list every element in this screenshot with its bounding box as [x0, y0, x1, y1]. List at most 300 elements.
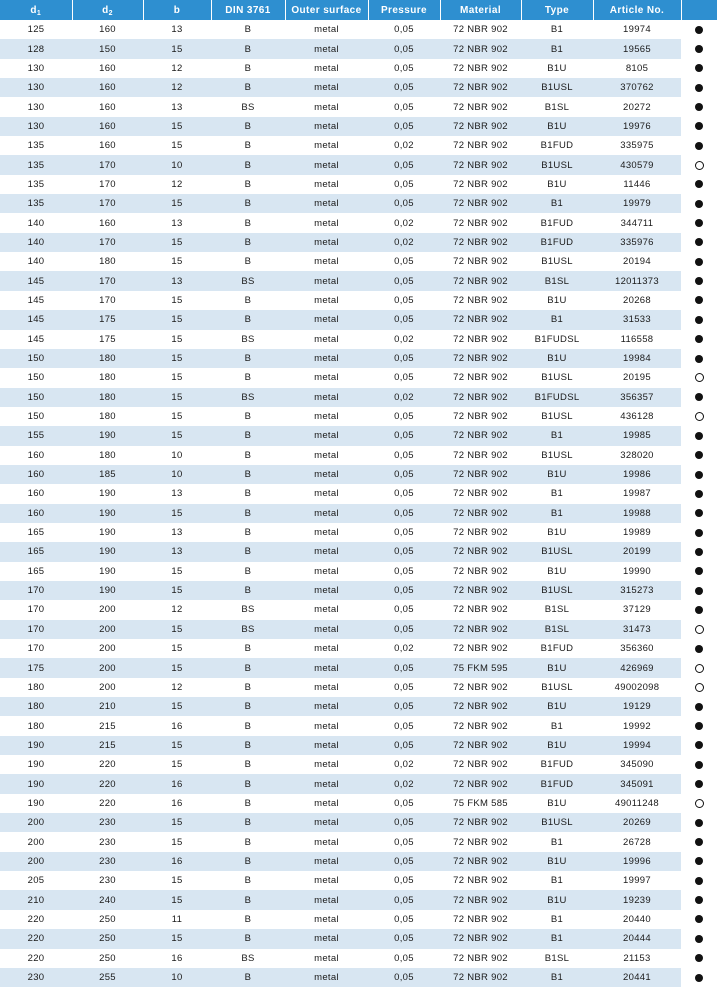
cell-type: B1U	[521, 658, 593, 677]
cell-pressure: 0,05	[368, 890, 440, 909]
table-row	[0, 407, 717, 426]
cell-outer-surface: metal	[285, 446, 368, 465]
table-row	[0, 600, 717, 619]
column-header-d1-sub: 1	[36, 9, 42, 17]
cell-b: 15	[143, 736, 211, 755]
cell-b: 15	[143, 929, 211, 948]
cell-d2: 150	[72, 39, 143, 58]
circle-filled-icon	[695, 45, 703, 53]
cell-d1: 200	[0, 852, 72, 871]
cell-material: 72 NBR 902	[440, 523, 521, 542]
cell-material: 72 NBR 902	[440, 968, 521, 987]
cell-b: 16	[143, 794, 211, 813]
table-row	[0, 523, 717, 542]
cell-d2: 175	[72, 310, 143, 329]
cell-type: B1FUD	[521, 755, 593, 774]
cell-material: 72 NBR 902	[440, 910, 521, 929]
cell-outer-surface: metal	[285, 774, 368, 793]
cell-b: 11	[143, 910, 211, 929]
cell-article-no: 344711	[593, 213, 681, 232]
circle-filled-icon	[695, 335, 703, 343]
cell-stock-indicator	[681, 736, 717, 755]
cell-type: B1	[521, 504, 593, 523]
cell-pressure: 0,05	[368, 813, 440, 832]
cell-d2: 220	[72, 755, 143, 774]
cell-d2: 180	[72, 407, 143, 426]
cell-b: 15	[143, 871, 211, 890]
cell-din: B	[211, 155, 285, 174]
column-header-stock	[681, 0, 717, 20]
cell-type: B1SL	[521, 949, 593, 968]
cell-type: B1USL	[521, 252, 593, 271]
cell-outer-surface: metal	[285, 291, 368, 310]
cell-d1: 145	[0, 310, 72, 329]
circle-filled-icon	[695, 122, 703, 130]
cell-material: 72 NBR 902	[440, 310, 521, 329]
cell-article-no: 436128	[593, 407, 681, 426]
cell-pressure: 0,05	[368, 871, 440, 890]
cell-d2: 240	[72, 890, 143, 909]
cell-material: 72 NBR 902	[440, 852, 521, 871]
circle-filled-icon	[695, 761, 703, 769]
cell-stock-indicator	[681, 600, 717, 619]
cell-material: 72 NBR 902	[440, 194, 521, 213]
cell-material: 72 NBR 902	[440, 20, 521, 39]
cell-outer-surface: metal	[285, 813, 368, 832]
cell-stock-indicator	[681, 194, 717, 213]
cell-type: B1USL	[521, 542, 593, 561]
cell-din: B	[211, 136, 285, 155]
cell-din: BS	[211, 330, 285, 349]
cell-article-no: 19974	[593, 20, 681, 39]
cell-pressure: 0,05	[368, 194, 440, 213]
table-row	[0, 388, 717, 407]
cell-article-no: 19986	[593, 465, 681, 484]
cell-din: B	[211, 426, 285, 445]
cell-din: B	[211, 484, 285, 503]
cell-article-no: 21153	[593, 949, 681, 968]
cell-d2: 185	[72, 465, 143, 484]
cell-stock-indicator	[681, 949, 717, 968]
cell-article-no: 19129	[593, 697, 681, 716]
cell-d1: 180	[0, 678, 72, 697]
circle-filled-icon	[695, 722, 703, 730]
cell-din: BS	[211, 271, 285, 290]
cell-outer-surface: metal	[285, 20, 368, 39]
cell-d2: 190	[72, 523, 143, 542]
cell-article-no: 116558	[593, 330, 681, 349]
cell-d2: 170	[72, 271, 143, 290]
table-row	[0, 271, 717, 290]
table-row	[0, 175, 717, 194]
cell-article-no: 19979	[593, 194, 681, 213]
cell-type: B1U	[521, 349, 593, 368]
cell-outer-surface: metal	[285, 310, 368, 329]
cell-d2: 230	[72, 813, 143, 832]
cell-d1: 165	[0, 523, 72, 542]
cell-d1: 220	[0, 929, 72, 948]
cell-article-no: 345091	[593, 774, 681, 793]
cell-d1: 170	[0, 620, 72, 639]
cell-din: B	[211, 349, 285, 368]
table-row	[0, 755, 717, 774]
cell-type: B1SL	[521, 97, 593, 116]
cell-d1: 190	[0, 755, 72, 774]
table-row	[0, 968, 717, 987]
cell-material: 72 NBR 902	[440, 949, 521, 968]
table-row	[0, 581, 717, 600]
cell-material: 72 NBR 902	[440, 774, 521, 793]
cell-material: 72 NBR 902	[440, 465, 521, 484]
cell-pressure: 0,05	[368, 78, 440, 97]
cell-stock-indicator	[681, 349, 717, 368]
cell-article-no: 12011373	[593, 271, 681, 290]
cell-stock-indicator	[681, 504, 717, 523]
cell-material: 72 NBR 902	[440, 368, 521, 387]
cell-b: 16	[143, 716, 211, 735]
cell-material: 72 NBR 902	[440, 233, 521, 252]
circle-filled-icon	[695, 529, 703, 537]
cell-pressure: 0,05	[368, 310, 440, 329]
cell-din: B	[211, 716, 285, 735]
cell-b: 16	[143, 774, 211, 793]
cell-d2: 170	[72, 233, 143, 252]
circle-filled-icon	[695, 741, 703, 749]
cell-outer-surface: metal	[285, 39, 368, 58]
cell-stock-indicator	[681, 136, 717, 155]
cell-outer-surface: metal	[285, 97, 368, 116]
cell-din: B	[211, 678, 285, 697]
cell-b: 15	[143, 581, 211, 600]
cell-d2: 230	[72, 871, 143, 890]
cell-d2: 250	[72, 910, 143, 929]
cell-b: 10	[143, 968, 211, 987]
cell-pressure: 0,05	[368, 716, 440, 735]
cell-b: 15	[143, 813, 211, 832]
circle-outline-icon	[695, 412, 704, 421]
cell-d2: 170	[72, 291, 143, 310]
cell-d2: 160	[72, 213, 143, 232]
cell-outer-surface: metal	[285, 910, 368, 929]
cell-stock-indicator	[681, 620, 717, 639]
cell-type: B1U	[521, 117, 593, 136]
cell-stock-indicator	[681, 252, 717, 271]
cell-outer-surface: metal	[285, 794, 368, 813]
cell-outer-surface: metal	[285, 871, 368, 890]
cell-b: 15	[143, 562, 211, 581]
cell-b: 15	[143, 117, 211, 136]
cell-material: 72 NBR 902	[440, 175, 521, 194]
cell-stock-indicator	[681, 813, 717, 832]
cell-d2: 190	[72, 581, 143, 600]
cell-b: 13	[143, 523, 211, 542]
cell-stock-indicator	[681, 581, 717, 600]
cell-stock-indicator	[681, 832, 717, 851]
cell-outer-surface: metal	[285, 407, 368, 426]
cell-material: 72 NBR 902	[440, 581, 521, 600]
cell-din: BS	[211, 620, 285, 639]
cell-article-no: 335976	[593, 233, 681, 252]
table-row	[0, 736, 717, 755]
table-row	[0, 59, 717, 78]
cell-outer-surface: metal	[285, 639, 368, 658]
table-row	[0, 136, 717, 155]
cell-type: B1USL	[521, 78, 593, 97]
cell-stock-indicator	[681, 697, 717, 716]
cell-pressure: 0,05	[368, 678, 440, 697]
cell-d1: 160	[0, 504, 72, 523]
cell-b: 15	[143, 310, 211, 329]
circle-filled-icon	[695, 819, 703, 827]
cell-d1: 170	[0, 639, 72, 658]
table-row	[0, 697, 717, 716]
column-header-d2	[72, 0, 143, 20]
cell-outer-surface: metal	[285, 59, 368, 78]
table-row	[0, 890, 717, 909]
cell-din: B	[211, 291, 285, 310]
cell-outer-surface: metal	[285, 233, 368, 252]
circle-outline-icon	[695, 799, 704, 808]
cell-outer-surface: metal	[285, 929, 368, 948]
cell-article-no: 20268	[593, 291, 681, 310]
cell-b: 15	[143, 697, 211, 716]
cell-din: B	[211, 465, 285, 484]
table-row	[0, 871, 717, 890]
column-header-d1	[0, 0, 72, 20]
cell-pressure: 0,05	[368, 697, 440, 716]
cell-d1: 170	[0, 581, 72, 600]
cell-b: 13	[143, 542, 211, 561]
cell-d1: 210	[0, 890, 72, 909]
cell-pressure: 0,05	[368, 910, 440, 929]
cell-d1: 150	[0, 368, 72, 387]
cell-type: B1FUD	[521, 233, 593, 252]
cell-type: B1FUD	[521, 774, 593, 793]
cell-outer-surface: metal	[285, 968, 368, 987]
cell-b: 15	[143, 639, 211, 658]
cell-d1: 160	[0, 484, 72, 503]
circle-filled-icon	[695, 877, 703, 885]
cell-material: 72 NBR 902	[440, 542, 521, 561]
cell-din: B	[211, 639, 285, 658]
cell-article-no: 26728	[593, 832, 681, 851]
cell-d2: 160	[72, 59, 143, 78]
circle-filled-icon	[695, 645, 703, 653]
cell-material: 72 NBR 902	[440, 291, 521, 310]
cell-din: B	[211, 736, 285, 755]
cell-stock-indicator	[681, 890, 717, 909]
cell-stock-indicator	[681, 20, 717, 39]
cell-type: B1U	[521, 175, 593, 194]
cell-din: B	[211, 774, 285, 793]
cell-material: 72 NBR 902	[440, 97, 521, 116]
cell-type: B1	[521, 310, 593, 329]
cell-article-no: 20444	[593, 929, 681, 948]
table-row	[0, 310, 717, 329]
cell-din: B	[211, 852, 285, 871]
cell-article-no: 20194	[593, 252, 681, 271]
cell-b: 12	[143, 678, 211, 697]
cell-pressure: 0,05	[368, 426, 440, 445]
cell-stock-indicator	[681, 213, 717, 232]
cell-type: B1USL	[521, 678, 593, 697]
cell-material: 72 NBR 902	[440, 446, 521, 465]
cell-material: 72 NBR 902	[440, 504, 521, 523]
cell-outer-surface: metal	[285, 678, 368, 697]
cell-din: B	[211, 233, 285, 252]
table-row	[0, 97, 717, 116]
table-row	[0, 929, 717, 948]
cell-outer-surface: metal	[285, 600, 368, 619]
cell-d1: 190	[0, 794, 72, 813]
cell-d1: 125	[0, 20, 72, 39]
cell-outer-surface: metal	[285, 136, 368, 155]
cell-b: 15	[143, 832, 211, 851]
cell-b: 15	[143, 658, 211, 677]
cell-b: 12	[143, 600, 211, 619]
cell-stock-indicator	[681, 871, 717, 890]
circle-outline-icon	[695, 683, 704, 692]
cell-type: B1USL	[521, 407, 593, 426]
cell-d1: 180	[0, 716, 72, 735]
cell-d2: 170	[72, 155, 143, 174]
cell-type: B1USL	[521, 581, 593, 600]
cell-outer-surface: metal	[285, 484, 368, 503]
cell-material: 72 NBR 902	[440, 697, 521, 716]
cell-stock-indicator	[681, 291, 717, 310]
cell-din: B	[211, 523, 285, 542]
circle-filled-icon	[695, 258, 703, 266]
cell-outer-surface: metal	[285, 697, 368, 716]
table-row	[0, 117, 717, 136]
cell-pressure: 0,05	[368, 504, 440, 523]
cell-din: B	[211, 890, 285, 909]
cell-d1: 145	[0, 330, 72, 349]
cell-stock-indicator	[681, 233, 717, 252]
circle-outline-icon	[695, 161, 704, 170]
cell-d2: 160	[72, 78, 143, 97]
cell-pressure: 0,05	[368, 20, 440, 39]
cell-pressure: 0,05	[368, 97, 440, 116]
cell-stock-indicator	[681, 794, 717, 813]
cell-material: 72 NBR 902	[440, 213, 521, 232]
cell-outer-surface: metal	[285, 852, 368, 871]
cell-d2: 230	[72, 832, 143, 851]
cell-pressure: 0,05	[368, 794, 440, 813]
cell-b: 13	[143, 20, 211, 39]
cell-b: 15	[143, 388, 211, 407]
cell-article-no: 20441	[593, 968, 681, 987]
table-row	[0, 658, 717, 677]
table-row	[0, 465, 717, 484]
column-header-d2-sub: 2	[108, 9, 113, 17]
cell-type: B1U	[521, 465, 593, 484]
cell-d1: 145	[0, 291, 72, 310]
cell-d2: 200	[72, 678, 143, 697]
cell-pressure: 0,05	[368, 832, 440, 851]
cell-d1: 145	[0, 271, 72, 290]
cell-d2: 250	[72, 949, 143, 968]
cell-d1: 200	[0, 832, 72, 851]
cell-stock-indicator	[681, 310, 717, 329]
cell-outer-surface: metal	[285, 890, 368, 909]
cell-outer-surface: metal	[285, 620, 368, 639]
table-row	[0, 794, 717, 813]
circle-filled-icon	[695, 509, 703, 517]
cell-d2: 180	[72, 368, 143, 387]
cell-d2: 180	[72, 349, 143, 368]
cell-outer-surface: metal	[285, 155, 368, 174]
cell-d1: 170	[0, 600, 72, 619]
cell-type: B1U	[521, 697, 593, 716]
cell-type: B1USL	[521, 813, 593, 832]
table-row	[0, 813, 717, 832]
cell-stock-indicator	[681, 639, 717, 658]
cell-material: 72 NBR 902	[440, 736, 521, 755]
cell-material: 72 NBR 902	[440, 600, 521, 619]
cell-pressure: 0,05	[368, 117, 440, 136]
cell-pressure: 0,02	[368, 330, 440, 349]
circle-filled-icon	[695, 451, 703, 459]
circle-filled-icon	[695, 432, 703, 440]
table-row	[0, 330, 717, 349]
cell-b: 15	[143, 252, 211, 271]
table-row	[0, 194, 717, 213]
cell-stock-indicator	[681, 407, 717, 426]
cell-stock-indicator	[681, 755, 717, 774]
cell-d2: 190	[72, 426, 143, 445]
cell-type: B1U	[521, 562, 593, 581]
cell-d1: 190	[0, 774, 72, 793]
cell-material: 72 NBR 902	[440, 484, 521, 503]
cell-outer-surface: metal	[285, 716, 368, 735]
cell-material: 72 NBR 902	[440, 330, 521, 349]
table-row	[0, 233, 717, 252]
table-header	[0, 0, 717, 20]
circle-filled-icon	[695, 567, 703, 575]
cell-stock-indicator	[681, 155, 717, 174]
cell-d2: 190	[72, 542, 143, 561]
cell-article-no: 20195	[593, 368, 681, 387]
table-row	[0, 832, 717, 851]
circle-filled-icon	[695, 238, 703, 246]
table-row	[0, 39, 717, 58]
table-row	[0, 562, 717, 581]
cell-stock-indicator	[681, 78, 717, 97]
cell-d1: 140	[0, 252, 72, 271]
cell-d1: 150	[0, 388, 72, 407]
cell-material: 72 NBR 902	[440, 639, 521, 658]
circle-filled-icon	[695, 974, 703, 982]
cell-d1: 165	[0, 542, 72, 561]
cell-d2: 190	[72, 504, 143, 523]
cell-pressure: 0,02	[368, 213, 440, 232]
cell-material: 72 NBR 902	[440, 755, 521, 774]
cell-d2: 215	[72, 716, 143, 735]
cell-stock-indicator	[681, 39, 717, 58]
circle-filled-icon	[695, 64, 703, 72]
cell-pressure: 0,05	[368, 658, 440, 677]
cell-material: 72 NBR 902	[440, 117, 521, 136]
cell-material: 72 NBR 902	[440, 252, 521, 271]
cell-din: B	[211, 504, 285, 523]
cell-type: B1FUD	[521, 136, 593, 155]
cell-outer-surface: metal	[285, 658, 368, 677]
cell-b: 10	[143, 446, 211, 465]
cell-type: B1U	[521, 890, 593, 909]
cell-pressure: 0,05	[368, 852, 440, 871]
cell-pressure: 0,05	[368, 949, 440, 968]
